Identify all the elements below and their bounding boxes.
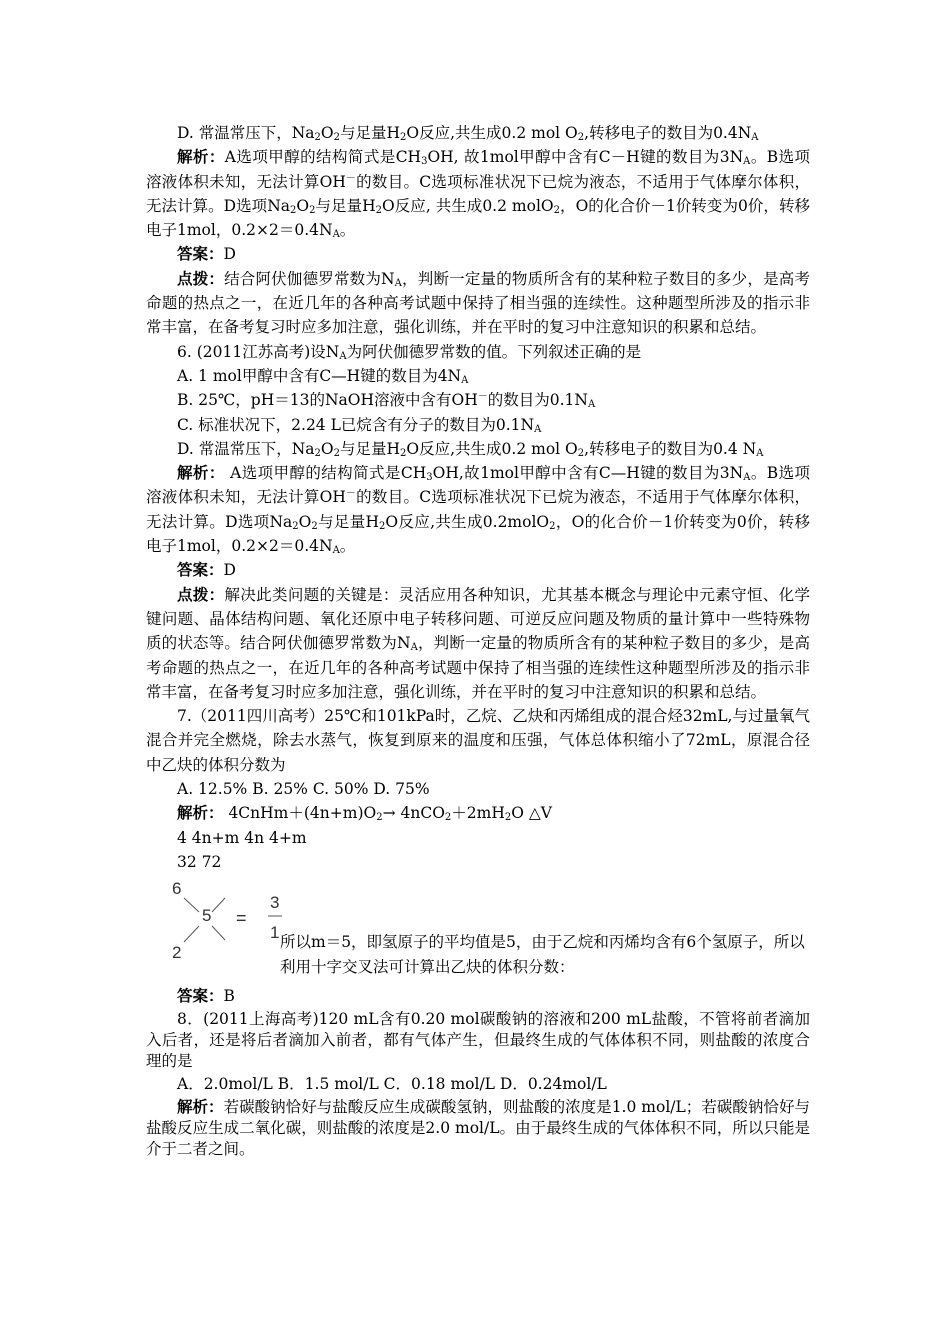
equation-volumes: 32 72 [177, 852, 222, 871]
analysis-paragraph: 解析：若碳酸钠恰好与盐酸反应生成碳酸氢钠，则盐酸的浓度是1.0 mol/L；若碳酸钠恰好与盐酸反应生成二氧化碳，则盐酸的浓度是2.0 mol/L。由于最终生成的气体体积不同，所以只能是介于二者之间。 [146, 1096, 810, 1158]
document-page [146, 121, 810, 1160]
option-line: A．2.0mol/L B．1.5 mol/L C．0.18 mol/L D．0.24mol/L [177, 1074, 607, 1093]
analysis-equation: 解析： $4CnHm+(4n+m)O_2\to 4nCO_2+2mH_2O$ △V [177, 803, 552, 824]
option-line: A. 1 mol甲醇中含有C—H键的数目为$4N_A$ [177, 366, 469, 386]
cross-equals: = [236, 908, 247, 929]
question-6-stem: 6. (2011江苏高考)设$N_A$为阿伏伽德罗常数的值。下列叙述正确的是 [177, 342, 642, 362]
cross-left-top: 6 [172, 879, 182, 899]
option-line: B. 25℃，pH＝13的NaOH溶液中含有OH－的数目为$0.1N_A$ [177, 391, 596, 411]
option-line: D. 常温常压下，$Na_2O_2$与足量$H_2O$反应,共生成0.2 mol $O_2$,转移电子的数目为0.4 $N_A$ [177, 439, 764, 459]
fraction-denominator: 1 [270, 923, 280, 943]
cross-line [184, 898, 199, 912]
option-line: C. 标准状况下，2.24 L已烷含有分子的数目为$0.1N_A$ [177, 415, 542, 435]
question-8-stem: 8．(2011上海高考)120 mL含有0.20 mol碳酸钠的溶液和200 mL盐酸，不管将前者滴加入后者，还是将后者滴加入前者，都有气体产生，但最终生成的气体体积不同，则盐酸的浓度合理的是 [146, 1009, 810, 1070]
cross-line [184, 926, 199, 942]
answer-line: 答案：B [177, 986, 235, 1006]
tip-paragraph: 点拨：结合阿伏伽德罗常数为$N_A$，判断一定量的物质所含有的某种粒子数目的多少，是高考命题的热点之一，在近几年的各种高考试题中保持了相当强的连续性。这种题型所涉及的指示非常丰富，在备考复习时应多加注意，强化训练，并在平时的复习中注意知识的积累和总结。 [146, 268, 810, 337]
answer-line: 答案：D [177, 244, 236, 264]
option-line: A. 12.5% B. 25% C. 50% D. 75% [177, 780, 430, 799]
cross-center: 5 [202, 906, 212, 926]
tip-paragraph: 点拨：解决此类问题的关键是：灵活应用各种知识，尤其基本概念与理论中元素守恒、化学键问题、晶体结构问题、氧化还原中电子转移问题、可逆反应问题及物质的量计算中一些特殊物质的状态等。结合阿伏伽德罗常数为$N_A$，判断一定量的物质所含有的某种粒子数目的多少，是高考命题的热点之一，在近几年的各种高考试题中保持了相当强的连续性这种题型所涉及的指示非常丰富，在备考复习时应多加注意，强化训练，并在平时的复习中注意知识的积累和总结。 [146, 584, 810, 701]
equation-coefficients: 4 4n+m 4n 4+m [177, 828, 307, 847]
fraction-numerator: 3 [270, 893, 280, 913]
cross-method-explanation: 所以m＝5，即氢原子的平均值是5，由于乙烷和丙烯均含有6个氢原子，所以利用十字交叉法可计算出乙炔的体积分数： [280, 933, 805, 976]
answer-line: 答案：D [177, 560, 236, 580]
question-7-stem: 7.（2011四川高考）25℃和101kPa时，乙烷、乙炔和丙烯组成的混合烃32mL,与过量氧气混合并完全燃烧，除去水蒸气，恢复到原来的温度和压强，气体总体积缩小了72mL，原混合径中乙炔的体积分数为 [146, 707, 810, 774]
text-line: D. 常温常压下，$Na_2O_2$与足量$H_2O$反应,共生成0.2 mol $O_2$,转移电子的数目为$0.4N_A$ [177, 124, 759, 143]
cross-method-figure [146, 876, 810, 976]
cross-left-bottom: 2 [172, 943, 182, 963]
analysis-paragraph: 解析：A选项甲醇的结构简式是$CH_3OH$, 故1mol甲醇中含有C－H键的数目为$3N_A$。B选项溶液体积未知，无法计算OH－的数目。C选项标准状况下已烷为液态，不适用于气体摩尔体积，无法计算。D选项$Na_2O_2$与足量$H_2O$反应, 共生成0.2 molO$_2$，O的化合价－1价转变为0价，转移电子1mol，$0.2\times 2=0.4N_A$。 [146, 147, 811, 241]
cross-line [212, 926, 225, 940]
analysis-paragraph: 解析： A选项甲醇的结构简式是$CH_3OH$,故1mol甲醇中含有C—H键的数目为$3N_A$。B选项溶液体积未知，无法计算OH－的数目。C选项标准状况下已烷为液态，不适用于气体摩尔体积，无法计算。D选项$Na_2O_2$与足量$H_2O$反应,共生成0.2molO$_2$，O的化合价－1价转变为0价，转移电子1mol，$0.2\times 2=0.4N_A$。 [146, 463, 811, 557]
cross-line [212, 898, 225, 912]
